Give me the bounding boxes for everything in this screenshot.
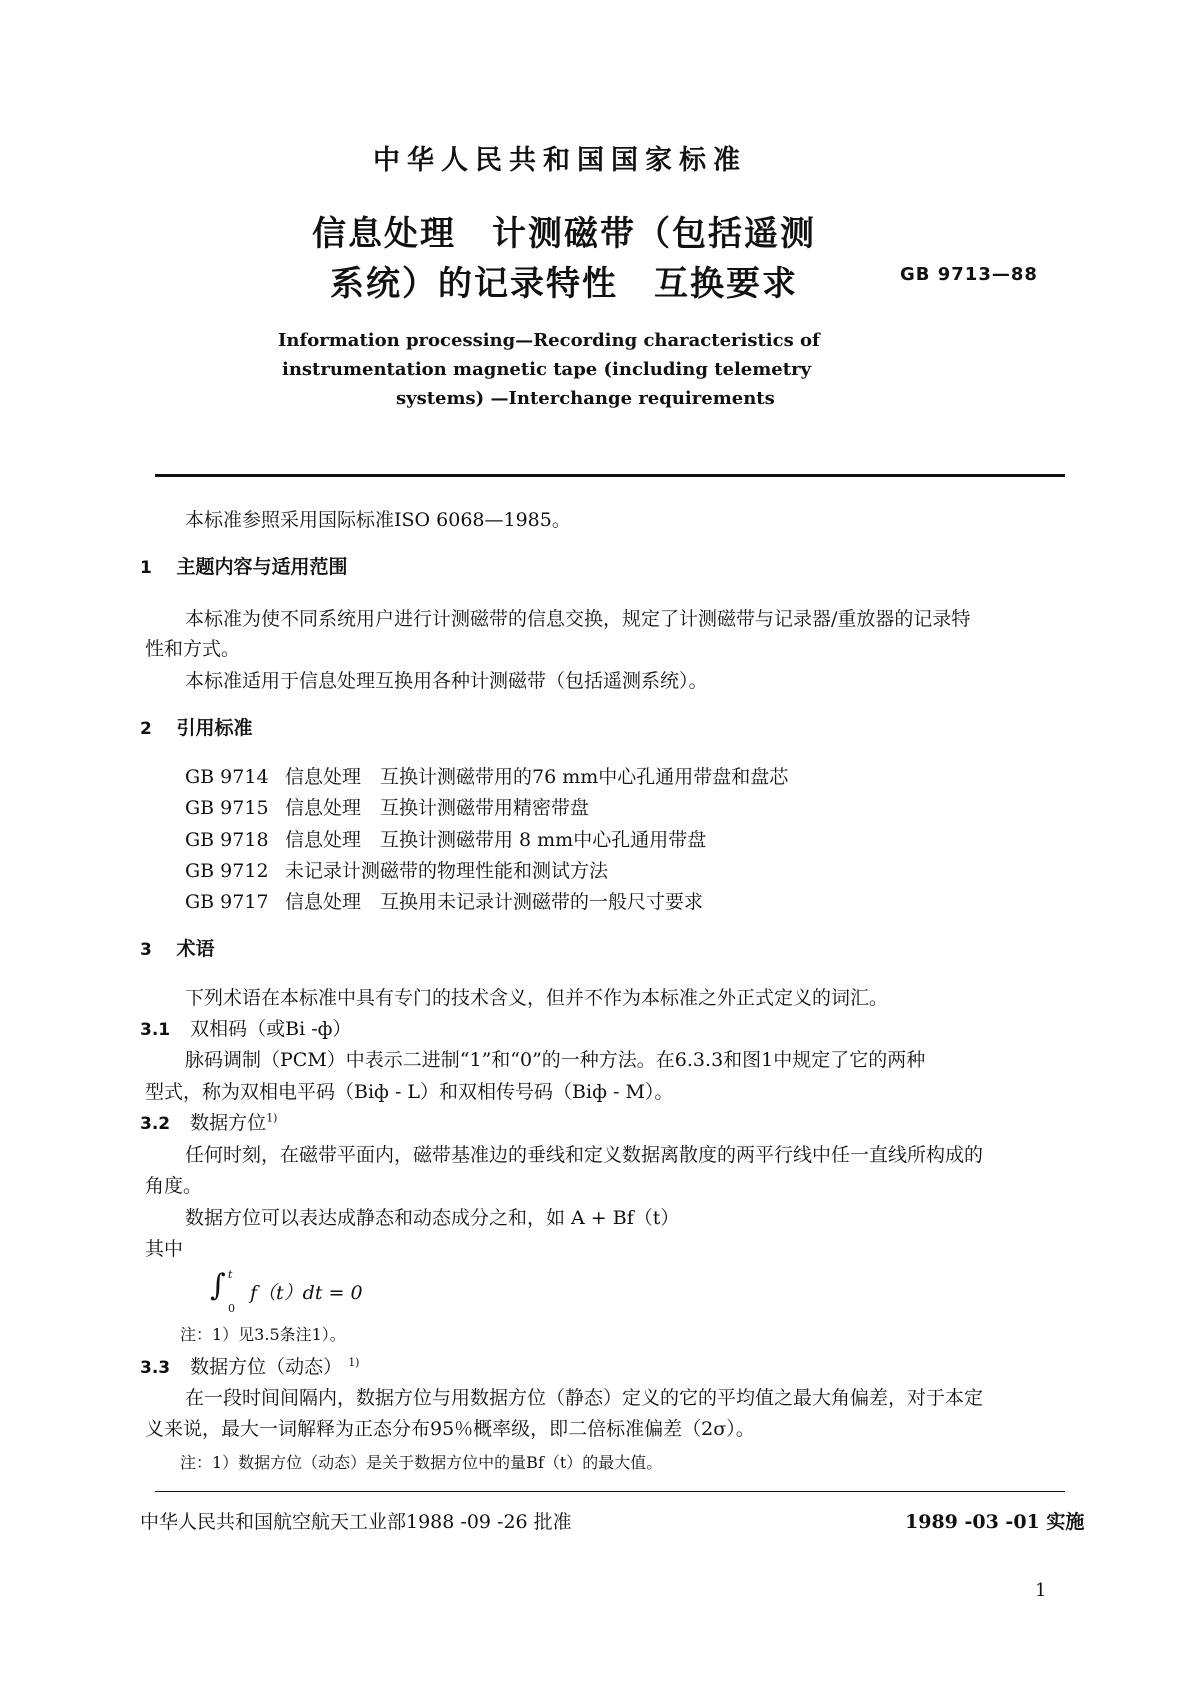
title-en-line3: systems) —Interchange requirements: [396, 388, 775, 409]
reference-name: 未记录计测磁带的物理性能和测试方法: [285, 860, 609, 882]
subsection-3-3-para-line1: 在一段时间间隔内，数据方位与用数据方位（静态）定义的它的平均值之最大角偏差，对于本定: [185, 1387, 984, 1409]
header-rule: [155, 474, 1065, 477]
standard-code: GB 9713—88: [900, 264, 1038, 285]
subsection-3-1-para-line1: 脉码调制（PCM）中表示二进制“1”和“0”的一种方法。在6.3.3和图1中规定了它的两种: [185, 1049, 926, 1071]
header-org: 中华人民共和国国家标准: [373, 145, 747, 176]
section-1-para2: 本标准适用于信息处理互换用各种计测磁带（包括遥测系统）。: [185, 670, 708, 692]
formula-text: f（t）dt = 0: [250, 1282, 363, 1304]
subsection-3-2-heading: [140, 1108, 277, 1135]
subsection-3-1-title: 双相码（或Bi -ф）: [190, 1018, 352, 1040]
footer-approval: 中华人民共和国航空航天工业部1988 -09 -26 批准: [140, 1511, 572, 1533]
integral-upper-limit: t: [228, 1268, 233, 1281]
subsection-3-3-para-line2: 义来说，最大一词解释为正态分布95％概率级，即二倍标准偏差（2σ）。: [145, 1418, 755, 1440]
section-3-intro: 下列术语在本标准中具有专门的技术含义，但并不作为本标准之外正式定义的词汇。: [185, 987, 889, 1009]
subsection-3-2-number: 3.2: [140, 1114, 171, 1134]
subsection-3-2-para2: 数据方位可以表达成静态和动态成分之和，如 A + Bf（t）: [185, 1207, 680, 1229]
title-en-line1: Information processing—Recording characteristics of: [278, 330, 820, 351]
subsection-3-2-para1-line2: 角度。: [145, 1175, 203, 1197]
title-zh-line2: 系统）的记录特性 互换要求: [330, 264, 798, 304]
reference-item: [185, 856, 608, 883]
title-en-line2: instrumentation magnetic tape (including telemetry: [282, 359, 812, 380]
section-3-title: 术语: [176, 938, 215, 960]
subsection-3-2-footnote-mark: 1): [266, 1111, 278, 1125]
section-3-heading: [140, 934, 214, 961]
reference-code: GB 9714: [185, 766, 269, 788]
subsection-3-2-title: 数据方位: [190, 1112, 267, 1134]
reference-name: 信息处理 互换用未记录计测磁带的一般尺寸要求: [285, 891, 704, 913]
subsection-3-3-footnote-mark: 1): [348, 1355, 360, 1369]
subsection-3-2-para1-line1: 任何时刻，在磁带平面内，磁带基准边的垂线和定义数据离散度的两平行线中任一直线所构成的: [185, 1144, 984, 1166]
subsection-3-1-para-line2: 型式，称为双相电平码（Biф - L）和双相传号码（Biф - M）。: [145, 1081, 674, 1103]
section-2-number: 2: [140, 719, 152, 739]
subsection-3-1-heading: [140, 1014, 352, 1041]
reference-name: 信息处理 互换计测磁带用精密带盘: [285, 797, 590, 819]
subsection-3-1-number: 3.1: [140, 1020, 171, 1040]
reference-item: [185, 887, 703, 914]
section-2-title: 引用标准: [176, 717, 253, 739]
section-1-heading: [140, 552, 347, 579]
reference-code: GB 9715: [185, 797, 269, 819]
subsection-3-2-note: 注：1）见3.5条注1）。: [180, 1325, 346, 1344]
subsection-3-3-heading: [140, 1352, 359, 1379]
reference-code: GB 9712: [185, 860, 269, 882]
reference-code: GB 9718: [185, 829, 269, 851]
section-2-heading: [140, 713, 252, 740]
reference-item: [185, 825, 706, 852]
section-1-title: 主题内容与适用范围: [176, 556, 348, 578]
subsection-3-3-title: 数据方位（动态）: [190, 1356, 343, 1378]
footer-implement: 1989 -03 -01 实施: [905, 1511, 1085, 1533]
subsection-3-2-where: 其中: [145, 1238, 184, 1260]
integral-lower-limit: 0: [228, 1302, 235, 1315]
section-3-number: 3: [140, 940, 152, 960]
section-1-para1-line1: 本标准为使不同系统用户进行计测磁带的信息交换，规定了计测磁带与记录器/重放器的记录特: [185, 608, 971, 630]
subsection-3-3-number: 3.3: [140, 1358, 171, 1378]
footer-rule: [155, 1491, 1065, 1492]
reference-item: [185, 762, 788, 789]
integral-sign: ∫: [210, 1268, 226, 1303]
reference-name: 信息处理 互换计测磁带用的76 mm中心孔通用带盘和盘芯: [285, 766, 789, 788]
page-number: 1: [1035, 1580, 1047, 1601]
section-1-para1-line2: 性和方式。: [145, 638, 241, 660]
reference-name: 信息处理 互换计测磁带用 8 mm中心孔通用带盘: [285, 829, 707, 851]
reference-code: GB 9717: [185, 891, 269, 913]
intro-text: 本标准参照采用国际标准ISO 6068—1985。: [185, 509, 571, 531]
subsection-3-3-note: 注：1）数据方位（动态）是关于数据方位中的量Bf（t）的最大值。: [180, 1453, 663, 1472]
section-1-number: 1: [140, 558, 152, 578]
title-zh-line1: 信息处理 计测磁带（包括遥测: [312, 214, 816, 254]
reference-item: [185, 793, 589, 820]
